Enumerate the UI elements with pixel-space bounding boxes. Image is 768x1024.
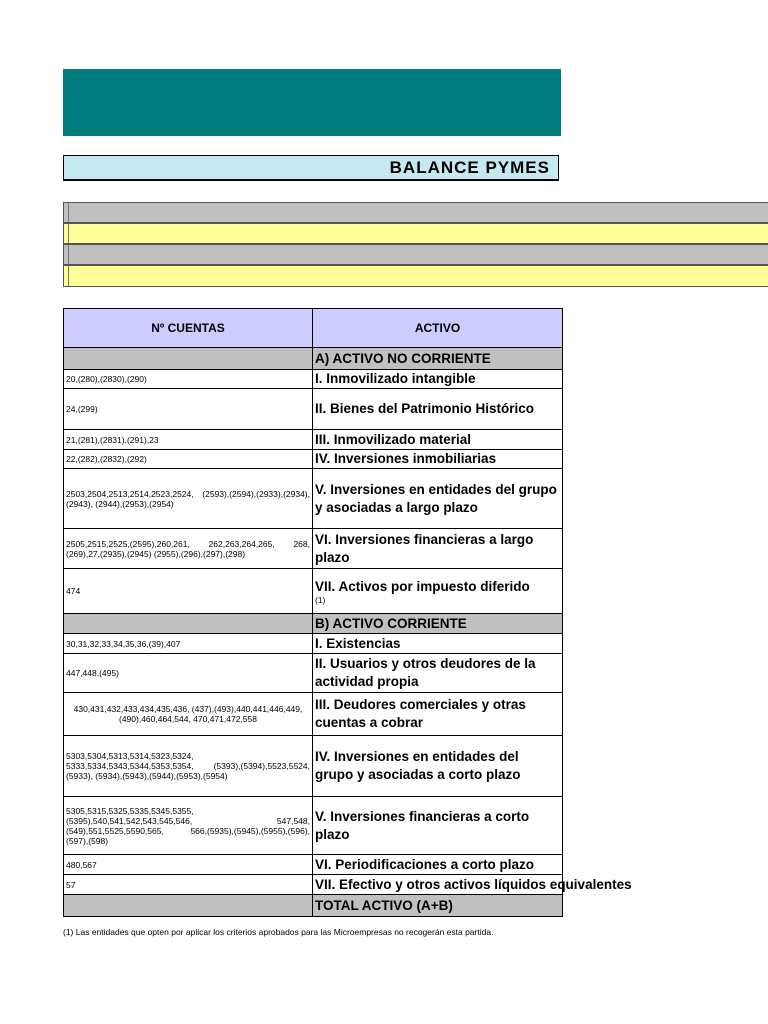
yellow-band-1 [63,223,768,244]
gray-band-1 [63,202,768,223]
table-row [64,693,563,736]
table-row [64,450,563,469]
table-row [64,370,563,389]
item-label: I. Existencias [313,634,563,654]
item-label: V. Inversiones en entidades del grupo y asociadas a largo plazo [313,469,563,529]
accounts-cell [64,614,313,634]
table-row [64,654,563,693]
balance-table [63,308,632,917]
gray-band-2 [63,244,768,265]
item-label: I. Inmovilizado intangible [313,370,563,389]
table-row [64,569,563,614]
footnote-marker: (1) [315,594,326,605]
table-row [64,634,563,654]
item-label [313,569,563,614]
accounts-cell: 24,(299) [64,389,313,430]
item-label: VI. Inversiones financieras a largo plazo [313,529,563,569]
accounts-cell: 430,431,432,433,434,435,436, (437),(493),440,441,446,449,(490),460,464,544, 470,471,472,558 [64,693,313,736]
activo-column-header: ACTIVO [313,309,563,348]
header-banner [63,69,561,136]
item-label: IV. Inversiones en entidades del grupo y asociadas a corto plazo [313,736,563,797]
accounts-cell: 2503,2504,2513,2514,2523,2524, (2593),(2594),(2933),(2934),(2943), (2944),(2953),(2954) [64,469,313,529]
table-row [64,797,563,855]
table-row [64,389,563,430]
table-row [64,855,563,875]
table-row [64,529,563,569]
accounts-cell: 22,(282),(2832),(292) [64,450,313,469]
item-label: V. Inversiones financieras a corto plazo [313,797,563,855]
accounts-cell: 30,31,32,33,34,35,36,(39),407 [64,634,313,654]
page-title: BALANCE PYMES [63,155,559,181]
section-label: B) ACTIVO CORRIENTE [313,614,563,634]
table-header-row [64,309,563,348]
table-row [64,430,563,450]
item-label: III. Inmovilizado material [313,430,563,450]
item-label: IV. Inversiones inmobiliarias [313,450,563,469]
accounts-cell: 2505,2515,2525,(2595),260,261, 262,263,264,265, 268,(269),27,(2935),(2945) (2955),(296),(297),(298) [64,529,313,569]
section-label: TOTAL ACTIVO (A+B) [313,895,563,917]
item-label: VI. Periodificaciones a corto plazo [313,855,563,875]
footnote: (1) Las entidades que opten por aplicar los criterios aprobados para las Microempresas no recogerán esta partida. [63,927,494,937]
accounts-cell: 447,448,(495) [64,654,313,693]
accounts-cell: 480,567 [64,855,313,875]
accounts-cell: 21,(281),(2831),(291),23 [64,430,313,450]
item-label: VII. Efectivo y otros activos líquidos equivalentes [313,875,563,895]
accounts-cell [64,895,313,917]
item-label: III. Deudores comerciales y otras cuentas a cobrar [313,693,563,736]
item-label-text: VII. Activos por impuesto diferido [315,578,530,594]
yellow-band-2 [63,265,768,287]
table-row [64,875,563,895]
accounts-cell [64,348,313,370]
item-label: II. Bienes del Patrimonio Histórico [313,389,563,430]
table-row [64,469,563,529]
accounts-cell: 20,(280),(2830),(290) [64,370,313,389]
accounts-cell: 5305,5315,5325,5335,5345,5355, (5395),540,541,542,543,545,546, 547,548,(549),551,5525,5590,565, 566,(5935),(5945),(5955),(596), (597),(598) [64,797,313,855]
table-row [64,736,563,797]
accounts-cell: 57 [64,875,313,895]
accounts-column-header: Nº CUENTAS [64,309,313,348]
section-row-activo-corriente [64,614,563,634]
item-label: II. Usuarios y otros deudores de la actividad propia [313,654,563,693]
section-row-activo-no-corriente [64,348,563,370]
accounts-cell: 474 [64,569,313,614]
section-label: A) ACTIVO NO CORRIENTE [313,348,563,370]
section-row-total-activo [64,895,563,917]
accounts-cell: 5303,5304,5313,5314,5323,5324, 5333,5334,5343,5344,5353,5354, (5393),(5394),5523,5524,(5933), (5934),(5943),(5944),(5953),(5954) [64,736,313,797]
